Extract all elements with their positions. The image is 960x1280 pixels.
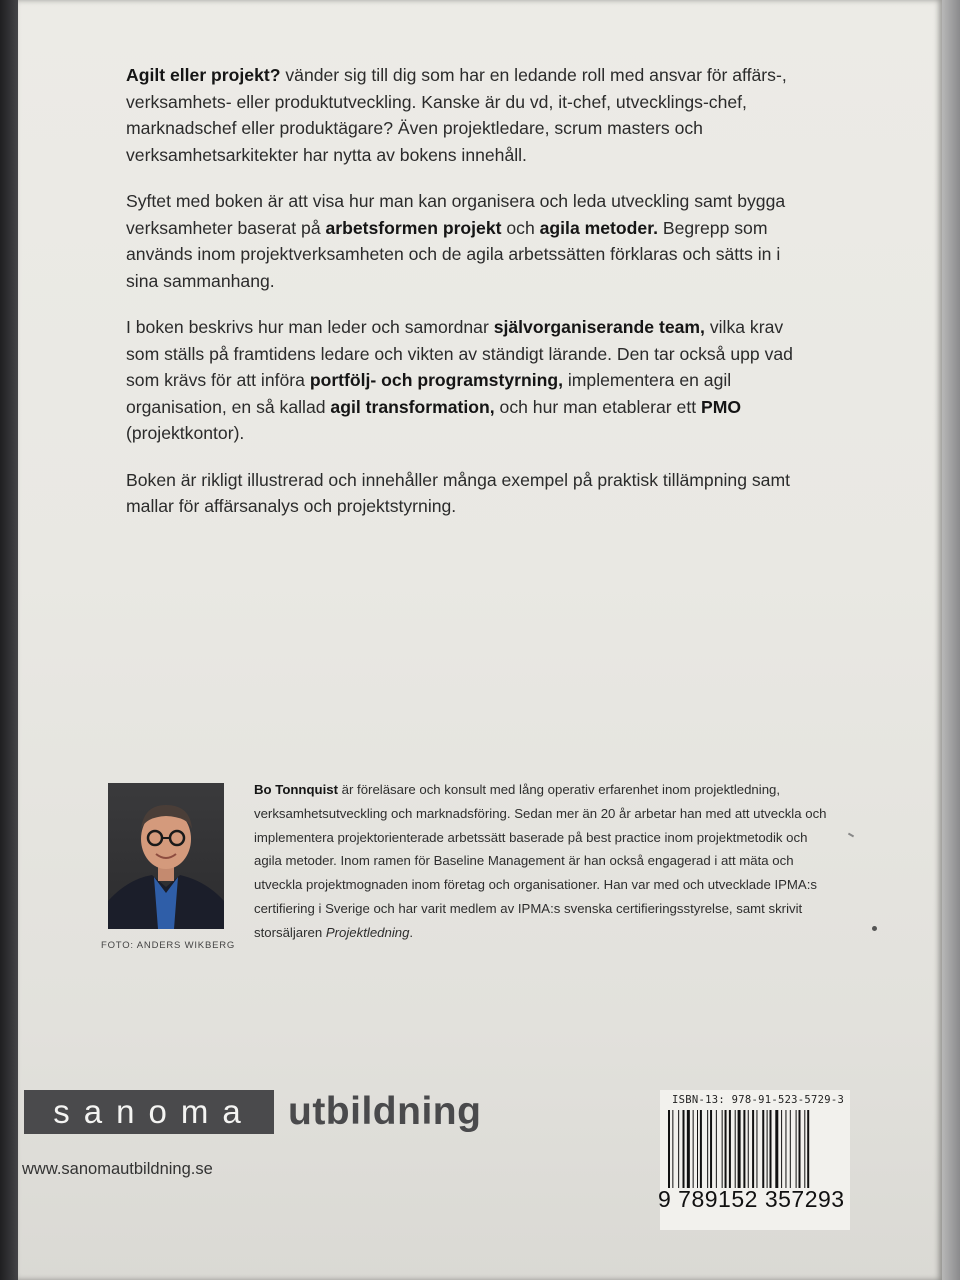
barcode-bar [716,1110,717,1188]
bio-text: är föreläsare och konsult med lång operativ erfarenhet inom projektledning, verksamhetsutveckling och marknadsföring. Sedan mer än 20 år arbetar han med att utveckla och implementera projektorienterade arbetssätt baserade på best practice inom projektmetodik och agila metoder. Inom ramen för Baseline Management är han också engagerad i att mäta och utveckla projektmognaden inom företag och organisationer. Han var med och utvecklade IPMA:s certifiering i Sverige och har varit medlem av IPMA:s svenska certifieringsstyrelse, samt skrivit storsäljaren [254,782,827,940]
barcode-bar [707,1110,708,1188]
publisher-logo [24,1088,481,1136]
barcode-bar [781,1110,782,1188]
bio-end: . [409,924,414,940]
barcode-bar [785,1110,786,1188]
isbn-digits: 9 789152 357293 [658,1186,845,1212]
blurb-text: implementera en agil organisation, en så kallad [126,370,732,417]
barcode-bar [756,1110,757,1188]
isbn-label: ISBN-13: 978-91-523-5729-3 [672,1094,845,1106]
barcode-bar [790,1110,791,1188]
blurb-text: vänder sig till dig som har en ledande roll med ansvar för affärs-, verksamhets- eller produktutveckling. Kanske är du vd, it-chef, utvecklings-chef, marknadschef eller produktägare? Även projektledare, scrum masters och verksamhetsarkitekter har nytta av bokens innehåll. [126,65,787,165]
barcode-bar [743,1110,745,1188]
barcode-bar [799,1110,801,1188]
barcode-bar [748,1110,749,1188]
barcode-bar [752,1110,754,1188]
blurb-paragraph-3 [126,314,796,447]
barcode-bar [775,1110,778,1188]
barcode-bar [796,1110,797,1188]
blurb-paragraph-1 [126,62,796,168]
blurb-text: och hur man etablerar ett [494,396,702,417]
blurb-text: (projektkontor). [126,423,245,443]
barcode-bar [804,1110,805,1188]
barcode-bar [738,1110,741,1188]
barcode-bar [700,1110,702,1188]
book-blurb [126,62,796,540]
author-bio [254,778,834,945]
blurb-text: och [501,217,540,238]
barcode-bar [729,1110,731,1188]
blurb-bold: agil transformation, [330,396,495,417]
barcode-bar [687,1110,690,1188]
author-photo [108,783,224,929]
blurb-paragraph-2 [126,188,796,294]
blurb-text: vilka krav som ställs på framtidens ledare och vikten av ständigt lärande. Den tar också upp vad som krävs för att införa [126,317,793,390]
blurb-paragraph-4: Boken är rikligt illustrerad och innehåller många exempel på praktisk tillämpning samt mallar för affärsanalys och projektstyrning. [126,469,790,516]
book-reference: Projektledning [325,924,410,940]
publisher-website: www.sanomautbildning.se [22,1160,213,1178]
barcode-bar [678,1110,679,1188]
barcode-bar [807,1110,809,1188]
author-portrait-illustration [108,783,224,929]
author-name: Bo Tonnquist [254,782,338,797]
blurb-text: Syftet med boken är att visa hur man kan organisera och leda utveckling samt bygga verksamheter baserat på [126,191,786,238]
logo-box-text: sanoma [24,1090,274,1134]
blurb-bold: agila metoder. [539,217,658,238]
barcode-bar [710,1110,712,1188]
barcode-bar [668,1110,670,1188]
barcode-bar [672,1110,673,1188]
barcode-bar [693,1110,694,1188]
barcode [668,1110,844,1192]
blurb-bold: arbetsformen projekt [325,217,502,238]
photo-caption: FOTO: ANDERS WIKBERG [101,940,236,951]
book-title-bold: Agilt eller projekt? [126,65,281,85]
barcode-bar [683,1110,685,1188]
cover-speck [872,926,877,931]
barcode-bar [735,1110,736,1188]
blurb-bold: portfölj- och programstyrning, [309,370,563,390]
barcode-bar [762,1110,764,1188]
logo-word: utbildning [288,1090,482,1133]
blurb-bold: självorganiserande team, [493,317,705,337]
blurb-text: Begrepp som används inom projektverksamheten och de agila arbetssätten förklaras och sätts in i sina sammanhang. [126,217,781,291]
blurb-bold: PMO [701,396,742,417]
barcode-bar [722,1110,723,1188]
barcode-bar [770,1110,772,1188]
blurb-text: I boken beskrivs hur man leder och samordnar [126,317,494,337]
barcode-bar [767,1110,768,1188]
barcode-bar [697,1110,698,1188]
barcode-bar [725,1110,727,1188]
